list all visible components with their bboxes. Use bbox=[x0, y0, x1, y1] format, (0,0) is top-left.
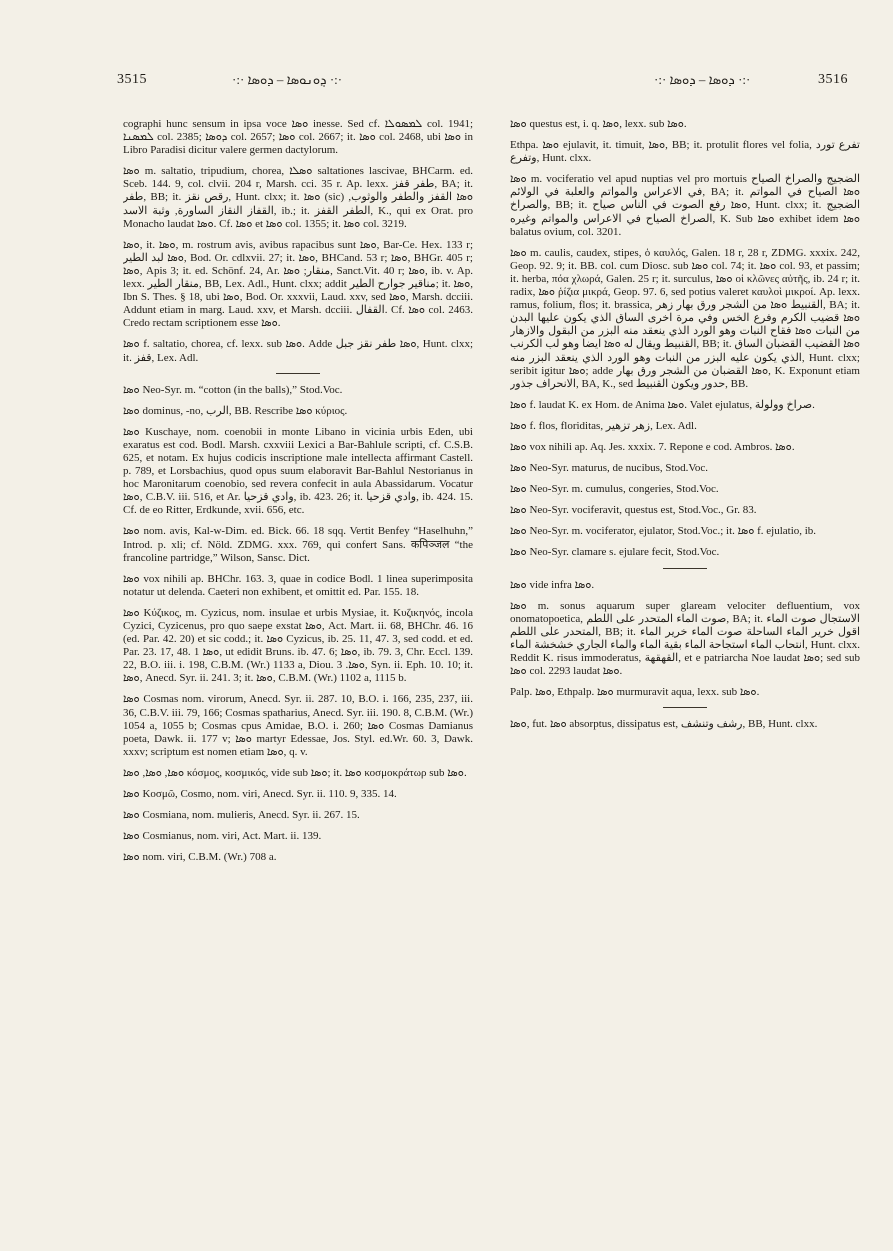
dictionary-entry: ܘܣܐ Cosmianus, nom. viri, Act. Mart. ii. 139. bbox=[123, 830, 322, 843]
dictionary-entry: ܘܣܐ dominus, -no, الرب, BB. Rescribe ܘܣܐ κύριος. bbox=[123, 404, 348, 417]
running-title-left: ·:· ܯܘܢܘܣܐ – ܕܘܣܐ ·:· bbox=[232, 72, 343, 87]
running-title-right: ·:· ܕܘܣܐ – ܕܘܣܐ ·:· bbox=[654, 72, 751, 87]
dictionary-entry: ܘܣܐ Neo-Syr. m. cumulus, congeries, Stod.Voc. bbox=[510, 483, 719, 496]
dictionary-entry: ܘܣܐ vox nihili ap. BHChr. 163. 3, quae in codice Bodl. 1 linea superimposita notatur ut delenda. Caeteri non exhibent, et omittit ed. Par. 155. 18. bbox=[123, 572, 473, 598]
dictionary-entry: ܘܣܐ Cosmas nom. virorum, Anecd. Syr. ii. 287. 10, B.O. i. 166, 235, 237, iii. 36, C.B.V. iii. 79, 166; Cosmas spatharius, Anecd. Syr. iii. 190. 8, C.B.M. (Wr.) 1054 a, 1055 b; Cosmas cpus Amidae, B.O. i. 260; ܘܣܐ Cosmas Damianus poeta, Dawk. ii. 177 v; ܘܣܐ martyr Edessae, Jos. Styl. ed.Wr. 60. 3, Dawk. xxxv; scriptum est nomen etiam ܘܣܐ, q. v. bbox=[123, 693, 473, 758]
dictionary-entry: ܘܣܐ m. sonus aquarum super glaream velociter defluentium, vox onomatopoetica, صوت الماء المتحدر على اللطم, BA; it. الاستجال صوت الماء المتحدر على اللطم, BB; it. اقول خرير الماء الساحلة صوت الماء خرير الماء انتحاب الماء استجاحة الماء بقية الماء والماء الجاري خشخشة الماء, Hunt. clxx. Reddit K. risus immoderatus, القهقهة, et e patriarcha Noe laudat ܘܣܐ; sed sub ܘܣܐ col. 2293 laudat ܘܣܐ. bbox=[510, 599, 860, 678]
dictionary-entry: ܘܣܐ, fut. ܘܣܐ absorptus, dissipatus est, رشف وتنشف, BB, Hunt. clxx. bbox=[510, 718, 818, 731]
dictionary-entry: ܘܣܐ nom. avis, Kal-w-Dim. ed. Bick. 66. 18 sqq. Vertit Benfey “Haselhuhn,” Introd. p. xli; cf. Nöld. ZDMG. xxx. 769, qui confert Sans. कपिञ्जल “the francoline partridge,” Wilson, Sansc. Dict. bbox=[123, 525, 473, 564]
dictionary-entry: ܘܣܐ Neo-Syr. clamare s. ejulare fecit, Stod.Voc. bbox=[510, 546, 720, 559]
dictionary-entry: ܘܣܐ Κοσμῶ, Cosmo, nom. viri, Anecd. Syr. ii. 110. 9, 335. 14. bbox=[123, 788, 397, 801]
dictionary-entry: ܘܣܐ Κύζικος, m. Cyzicus, nom. insulae et urbis Mysiae, it. Κυζικηνός, incola Cyzici, Cyzicenus, pro quo saepe exstat ܘܣܐ, Act. Mart. ii. 68, BHChr. 46. 16 (ed. Par. 42. 20) et sic codd.; it. ܘܣܐ Cyzicus, ib. 25. 11, 47. 3, sed codd. et ed. Par. 23. 17, 48. 1 ܘܣܐ, ut edidit Bruns. ib. 47. 6; ܘܣܐ, ib. 79. 3, Chr. Eccl. 139. 22, B.O. iii. i. 198, C.B.M. (Wr.) 1133 a, Diou. ܘܣܐ. 3, Syn. ii. Eph. 10. 10; it. ܘܣܐ, Anecd. Syr. ii. 241. 3; it. ܘܣܐ, C.B.M. (Wr.) 1102 a, 1115 b. bbox=[123, 606, 473, 685]
dictionary-entry: ܘܣܐ Neo-Syr. m. “cotton (in the balls),” Stod.Voc. bbox=[123, 383, 343, 396]
section-divider bbox=[663, 568, 707, 569]
dictionary-entry: ܘܣܐ m. saltatio, tripudium, chorea, ܘܣܠܐ saltationes lascivae, BHCarm. ed. Sceb. 144. 9, col. clvii. 204 r, Marsh. cci. 35 r. Ap. lexx. طفر قفز, BA; it. طفر, BB; it. رقص نقز, Hunt. clxx; it. ܘܣܐ (sic) ܘܣܐ القفز والطفر والوثوب, القفاز النقاز الساورة, وثبة الاسد, ib.; it. الطفر القفز, K., qui ex Orat. pro Monacho laudat ܘܣܐ. Cf. ܘܣܐ et ܘܣܐ col. 1355; it. ܘܣܐ col. 3219. bbox=[123, 165, 473, 230]
page-number-right: 3516 bbox=[818, 72, 848, 87]
dictionary-entry: ܘܣܐ, it. ܘܣܐ, m. rostrum avis, avibus rapacibus sunt ܘܣܐ, Bar-Ce. Hex. 133 r; ܘܣܐ لبد الطير, Bod. Or. cdlxvii. 27; it. ܘܣܐ, BHCand. 53 r; ܘܣܐ, BHGr. 405 r; ܘܣܐ, Apis 3; it. ed. Schönf. 24, Ar. منقار; ܘܣܐ, Sanct.Vit. 40 r; ܘܣܐ, ib. v. Ap. lexx. منقار الطير, BB, Lex. Adl., Hunt. clxx; addit مناقير جوارح الطير; it. ܘܣܐ, Ibn S. Thes. § 18, ubi ܘܣܐ, Bod. Or. xxxvii, Laud. xxv, sed ܘܣܐ, Marsh. dcciii. Addunt etiam in marg. Laud. xxv, et Marsh. dcciii. القفال. Cf. ܘܣܐ col. 2463. Credo rectam scriptionem esse ܘܣܐ. bbox=[123, 238, 473, 330]
page-number-left: 3515 bbox=[117, 72, 147, 87]
dictionary-entry: ܘܣܐ questus est, i. q. ܘܣܐ, lexx. sub ܘܣܐ. bbox=[510, 118, 687, 130]
running-header bbox=[0, 72, 893, 94]
dictionary-entry: ܘܣܐ Kuschaye, nom. coenobii in monte Libano in vicinia urbis Eden, ubi exaratus est cod. Bodl. Marsh. cxxviii Lexici a Bar-Bahlule scripti, cf. C.S.B. 625, et notam. Ex hujus codicis inscriptione male intellecta affirmant Castell. p. 789, et Lorsbachius, quod opus suum elaboravit Bar-Bahlul Nestorianus in hoc Maronitarum coenobio, sed revera confecit in aula Abassidarum. Vocatur ܘܣܐ, C.B.V. iii. 516, et Ar. وادي قزحيا, ib. 423. 26; it. وادي قزحيا, ib. 424. 15. Cf. de eo Ritter, Erdkunde, xvii. 656, etc. bbox=[123, 425, 473, 517]
dictionary-entry: ܘܣܐ m. caulis, caudex, stipes, ὁ καυλός, Galen. 18 r, 28 r, ZDMG. xxxix. 242, Geop. 92. 9; it. BB. col. cum Diosc. sub ܘܣܐ col. 74; it. ܘܣܐ col. 93, et passim; it. herba, πόα χλωρά, Galen. 25 r; it. surculus, ܘܣܐ οἱ κλῶνες αὐτῆς, ib. 24 r; it. radix, ܘܣܐ ῥίζια μικρά, Geop. 97. 6, sed potius valeret καυλοὶ μικροί. Ap. lexx. ramus, folium, flos; it. brassica, القنبيط ܘܣܐ من الشجر ورق بهار زهر, BA; it. ܘܣܐ قضيب الكرم وفرع الخس وفي مرة اخرى الساق الذي يكون عليها البدن من النبات ܘܣܐ فقاح النبات وهو الورد الذي ينعقد منه البزر من البقول والازهار القنبيط ويقال له ܘܣܐ ايضا وهو لب الكرنب, BB; it. ܘܣܐ القضيب القضبان الساق الذي يكون عليه البزر من النبات وهو الورد الذي ينعقد البزر منه, Hunt. clxx; seribit igitur ܘܣܐ; adde ܘܣܐ القضبان من الشجر ورق بهار, K. Exponunt etiam الانحراف جذور, BA, K., sed حدور ويكون القنبيط, BB. bbox=[510, 246, 860, 390]
dictionary-entry: Palp. ܘܣܐ, Ethpalp. ܘܣܐ murmuravit aqua, lexx. sub ܘܣܐ. bbox=[510, 686, 760, 699]
section-divider bbox=[663, 707, 707, 708]
dictionary-entry: ܘܣܐ vide infra ܘܣܐ. bbox=[510, 578, 595, 591]
dictionary-entry: ܘܣܐ Neo-Syr. m. vociferator, ejulator, Stod.Voc.; it. ܘܣܐ f. ejulatio, ib. bbox=[510, 525, 817, 538]
left-column bbox=[123, 118, 473, 1228]
dictionary-entry: ܘܣܐ f. saltatio, chorea, cf. lexx. sub ܘܣܐ. Adde ܘܣܐ طفر نقز جبل, Hunt. clxx; it. قفز, Lex. Adl. bbox=[123, 338, 473, 364]
dictionary-entry: ܘܣܐ f. laudat K. ex Hom. de Anima ܘܣܐ. Valet ejulatus, صراخ وولولة. bbox=[510, 398, 815, 411]
dictionary-entry: ܘܣܐ vox nihili ap. Aq. Jes. xxxix. 7. Repone e cod. Ambros. ܘܣܐ. bbox=[510, 440, 795, 453]
entry-text: cographi hunc sensum in ipsa voce ܘܣܐ inesse. Sed cf. ܠܡܣܘܠܐ col. 1941; ܠܡܣܢܐ col. 2385; ܕܘܣܐ col. 2657; ܘܣܐ col. 2667; it. ܘܣܐ col. 2468, ubi ܘܣܐ in Libro Paradisi dicitur valere germen dactylorum. bbox=[123, 118, 473, 157]
dictionary-entry: ܘܣܐ Cosmiana, nom. mulieris, Anecd. Syr. ii. 267. 15. bbox=[123, 809, 360, 822]
dictionary-entry: ܘܣܐ Neo-Syr. vociferavit, questus est, Stod.Voc., Gr. 83. bbox=[510, 504, 757, 517]
dictionary-entry: ܘܣܐ m. vociferatio vel apud nuptias vel pro mortuis الضجيج والصراخ الصياح في الاعراس والمواتم والعلبة في الولائم, BA; it. ܘܣܐ الصياح في المواتم والصراخ, BB; it. ܘܣܐ رفع الصوت في الناس صياح, Hunt. clxx; it. الضجيج الصراخ الصياح في الاعراس والمواتم وغيره, K. Sub ܘܣܐ exhibet idem ܘܣܐ balatus ovium, col. 3201. bbox=[510, 173, 860, 238]
dictionary-entry: Ethpa. ܘܣܐ ejulavit, it. timuit, ܘܣܐ, BB; it. protulit flores vel folia, تفرع تورد وتفرع, Hunt. clxx. bbox=[510, 139, 860, 165]
section-divider bbox=[276, 373, 320, 374]
dictionary-entry: ܘܣܐ f. flos, floriditas, زهر تزهير, Lex. Adl. bbox=[510, 419, 697, 432]
dictionary-entry: ܘܣܐ, ܘܣܐ, ܘܣܐ κόσμος, κοσμικός, vide sub ܘܣܐ; it. ܘܣܐ κοσμοκράτωρ sub ܘܣܐ. bbox=[123, 766, 467, 779]
right-column bbox=[510, 118, 860, 1228]
dictionary-entry: ܘܣܐ nom. viri, C.B.M. (Wr.) 708 a. bbox=[123, 851, 277, 864]
dictionary-entry: ܘܣܐ Neo-Syr. maturus, de nucibus, Stod.Voc. bbox=[510, 462, 708, 475]
